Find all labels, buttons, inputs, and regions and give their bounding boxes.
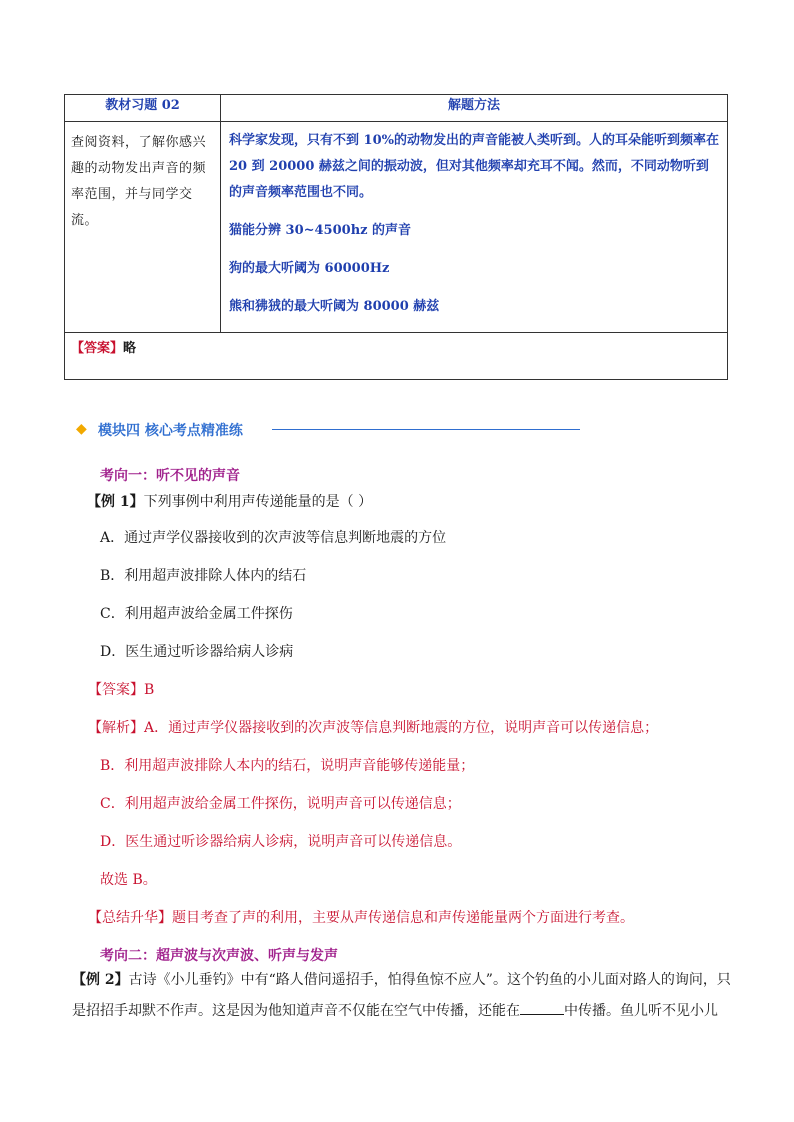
summary-label: 【总结升华】 bbox=[88, 910, 172, 926]
example2-text1: 古诗《小儿垂钓》中有“路人借问遥招手，怕得鱼惊不应人”。这个钓鱼的小儿面对路人的询问，只 bbox=[128, 972, 731, 988]
method-line-cat: 猫能分辨 30~4500hz 的声音 bbox=[229, 223, 412, 238]
right-header: 解题方法 bbox=[221, 95, 728, 122]
analysis-line-a bbox=[88, 718, 658, 738]
example1-label: 【例 1】 bbox=[87, 494, 144, 510]
method-line-dog: 狗的最大听阈为 60000Hz bbox=[229, 261, 390, 276]
analysis-line-c: C．利用超声波给金属工件探伤，说明声音可以传递信息； bbox=[100, 796, 461, 812]
exercise-cell bbox=[65, 122, 221, 333]
method-paragraph: 科学家发现，只有不到 10%的动物发出的声音能被人类听到。人的耳朵能听到频率在 20 到 20000 赫兹之间的振动波，但对其他频率却充耳不闻。然而，不同动物听到的声音频率范围也不同。 bbox=[229, 133, 719, 200]
summary-line bbox=[88, 908, 634, 928]
analysis-conclusion: 故选 B。 bbox=[100, 872, 157, 888]
fill-in-blank bbox=[520, 1000, 564, 1015]
example2-text2-before: 是招招手却默不作声。这是因为他知道声音不仅能在空气中传播，还能在 bbox=[72, 1003, 520, 1019]
section-rule bbox=[272, 429, 580, 430]
example2-label: 【例 2】 bbox=[72, 972, 129, 988]
topic2-title: 考向二：超声波与次声波、听声与发声 bbox=[100, 948, 338, 964]
analysis-text-a: A．通过声学仪器接收到的次声波等信息判断地震的方位，说明声音可以传递信息； bbox=[144, 720, 659, 736]
diamond-chevron-icon: ◆ bbox=[76, 421, 87, 437]
analysis-label: 【解析】 bbox=[88, 720, 144, 736]
option-b: B．利用超声波排除人体内的结石 bbox=[100, 568, 307, 584]
section-title: 模块四 核心考点精准练 bbox=[98, 423, 243, 439]
answer-value: 略 bbox=[123, 341, 137, 356]
example1-answer: 【答案】B bbox=[88, 682, 155, 698]
summary-text: 题目考查了声的利用，主要从声传递信息和声传递能量两个方面进行考查。 bbox=[172, 910, 634, 926]
section-banner bbox=[76, 420, 586, 440]
analysis-line-b: B．利用超声波排除人本内的结石，说明声音能够传递能量； bbox=[100, 758, 475, 774]
example2-line2 bbox=[72, 1000, 718, 1021]
answer-cell bbox=[65, 333, 728, 380]
option-a: A．通过声学仪器接收到的次声波等信息判断地震的方位 bbox=[100, 530, 447, 546]
example2-line1 bbox=[72, 970, 731, 990]
textbook-exercise-table bbox=[64, 94, 728, 380]
analysis-line-d: D．医生通过听诊器给病人诊病，说明声音可以传递信息。 bbox=[100, 834, 462, 850]
method-cell bbox=[221, 122, 728, 333]
example1-question bbox=[87, 492, 372, 512]
left-header: 教材习题 02 bbox=[65, 95, 221, 122]
method-line-bear: 熊和狒狨的最大听阈为 80000 赫兹 bbox=[229, 299, 440, 314]
answer-label: 【答案】 bbox=[71, 341, 124, 356]
example2-text2-after: 中传播。鱼儿听不见小儿 bbox=[564, 1003, 718, 1019]
topic1-title: 考向一：听不见的声音 bbox=[100, 468, 240, 484]
exercise-text: 查阅资料，了解你感兴趣的动物发出声音的频率范围，并与同学交流。 bbox=[71, 135, 207, 228]
option-c: C．利用超声波给金属工件探伤 bbox=[100, 606, 293, 622]
example1-question-text: 下列事例中利用声传递能量的是（ ） bbox=[143, 494, 373, 510]
option-d: D．医生通过听诊器给病人诊病 bbox=[100, 644, 294, 660]
